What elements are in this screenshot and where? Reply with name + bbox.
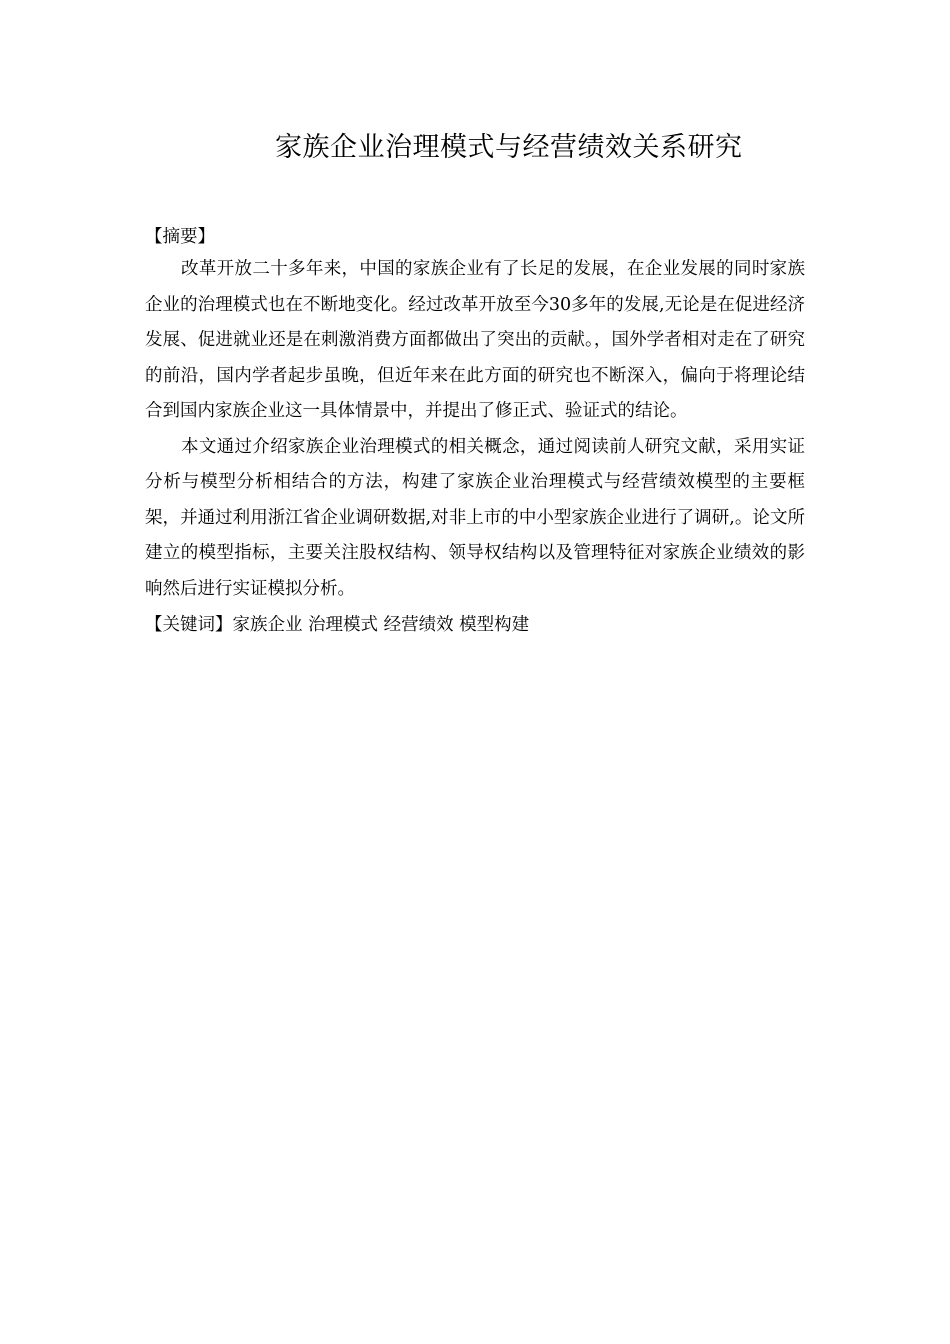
abstract-paragraph-1: 改革开放二十多年来，中国的家族企业有了长足的发展，在企业发展的同时家族企业的治理模式也在不断地变化。经过改革开放至今30多年的发展,无论是在促进经济发展、促进就业还是在刺激消费方面都做出了突出的贡献。，国外学者相对走在了研究的前沿，国内学者起步虽晚，但近年来在此方面的研究也不断深入，偏向于将理论结合到国内家族企业这一具体情景中，并提出了修正式、验证式的结论。 xyxy=(145,259,805,421)
paper-title: 家族企业治理模式与经营绩效关系研究 xyxy=(275,132,743,163)
abstract-section xyxy=(145,222,805,643)
abstract-paragraph-2: 本文通过介绍家族企业治理模式的相关概念，通过阅读前人研究文献，采用实证分析与模型分析相结合的方法，构建了家族企业治理模式与经营绩效模型的主要框架，并通过利用浙江省企业调研数据,对非上市的中小型家族企业进行了调研,。论文所建立的模型指标，主要关注股权结构、领导权结构以及管理特征对家族企业绩效的影响然后进行实证模拟分析。 xyxy=(145,436,805,599)
abstract-label: 【摘要】 xyxy=(145,227,215,247)
keywords-line: 【关键词】家族企业 治理模式 经营绩效 模型构建 xyxy=(145,615,530,635)
